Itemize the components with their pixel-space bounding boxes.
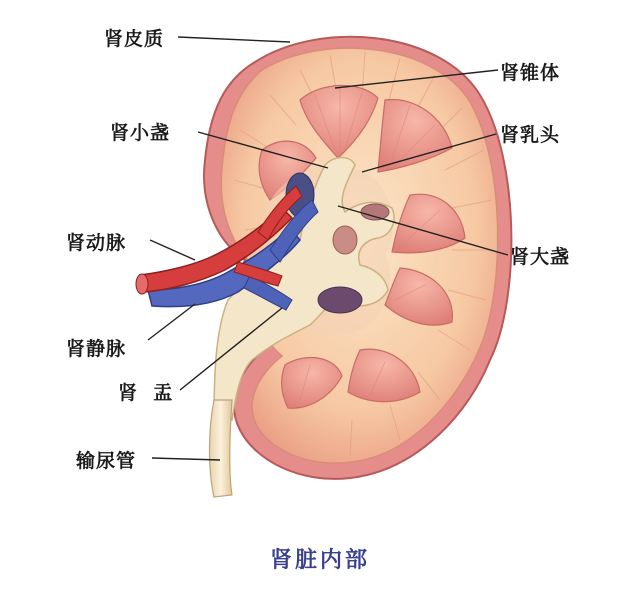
label-renal-vein: 肾静脉 (66, 338, 127, 360)
ureter (210, 400, 233, 497)
calyx-cavity (361, 204, 389, 220)
label-minor-calyx: 肾小盏 (110, 122, 171, 144)
leader-renal-vein (148, 304, 195, 340)
label-renal-pelvis: 肾 盂 (118, 382, 174, 404)
leader-renal-cortex (178, 37, 290, 42)
label-renal-pyramid: 肾锥体 (500, 62, 561, 84)
label-renal-cortex: 肾皮质 (104, 28, 165, 50)
label-ureter: 输尿管 (76, 450, 137, 472)
leader-renal-artery (150, 240, 195, 260)
figure-caption: 肾脏内部 (269, 548, 370, 573)
label-major-calyx: 肾大盏 (510, 246, 571, 268)
label-renal-papilla: 肾乳头 (500, 124, 561, 146)
calyx-cavity (333, 226, 357, 254)
calyx-cavity (318, 287, 362, 313)
label-renal-artery: 肾动脉 (66, 232, 127, 254)
